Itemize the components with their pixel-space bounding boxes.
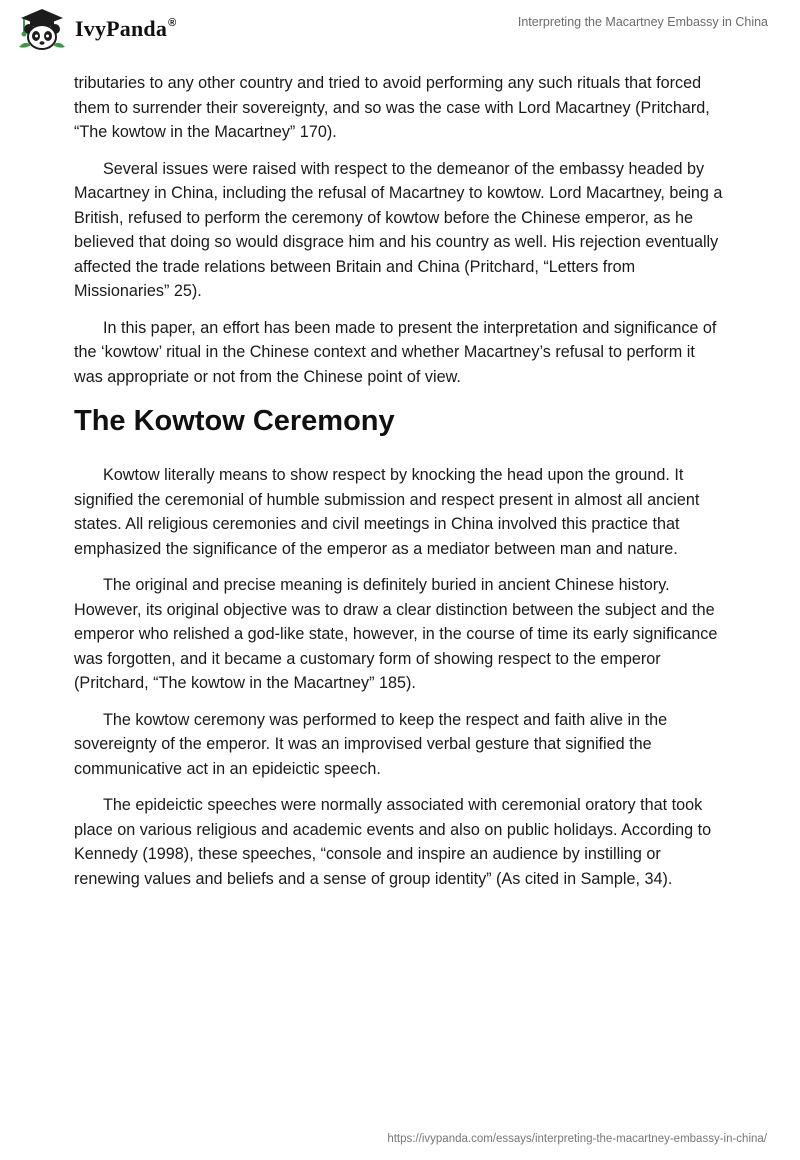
panda-graduation-cap-icon — [15, 7, 69, 51]
paragraph: The epideictic speeches were normally associated with ceremonial oratory that took place on various religious and academic events and also on public holidays. According to Kennedy (1998), these speeches, “console and inspire an audience by instilling or renewing values and beliefs and a sense of group identity” (As cited in Sample, 34). — [74, 796, 712, 888]
paragraph: tributaries to any other country and tried to avoid performing any such rituals that forced them to surrender their sovereignty, and so was the case with Lord Macartney (Pritchard, “The kowtow in the Macartney” 170). — [74, 74, 710, 141]
page-header — [0, 0, 800, 70]
section-heading: The Kowtow Ceremony — [74, 405, 395, 437]
paragraph: Several issues were raised with respect to the demeanor of the embassy headed by Macartney in China, including the refusal of Macartney to kowtow. Lord Macartney, being a British, refused to perform the ceremony of kowtow before the Chinese emperor, as he believed that doing so would disgrace him and his country as well. His rejection eventually affected the trade relations between Britain and China (Pritchard, “Letters from Missionaries” 25). — [74, 159, 723, 300]
paragraph: Kowtow literally means to show respect by knocking the head upon the ground. It signified the ceremonial of humble submission and respect present in almost all ancient states. All religious ceremonies and civil meetings in China involved this practice that emphasized the significance of the emperor as a mediator between man and nature. — [74, 466, 700, 558]
source-url-link[interactable]: https://ivypanda.com/essays/interpreting-the-macartney-embassy-in-china/ — [387, 1133, 767, 1145]
brand-name: IvyPanda® — [75, 16, 177, 41]
document-title: Interpreting the Macartney Embassy in China — [517, 15, 768, 29]
ivypanda-logo[interactable] — [15, 7, 176, 51]
paragraph: The original and precise meaning is definitely buried in ancient Chinese history. However, its original objective was to draw a clear distinction between the subject and the emperor who relished a god-like state, however, in the course of time its early significance was forgotten, and it became a customary form of showing respect to the emperor (Pritchard, “The kowtow in the Macartney” 185). — [74, 576, 718, 692]
essay-content — [74, 71, 728, 903]
paragraph: In this paper, an effort has been made to present the interpretation and significance of the ‘kowtow’ ritual in the Chinese context and whether Macartney’s refusal to perform it was appropriate or not from the Chinese point of view. — [74, 318, 717, 386]
paragraph: The kowtow ceremony was performed to keep the respect and faith alive in the sovereignty of the emperor. It was an improvised verbal gesture that signified the communicative act in an epideictic speech. — [74, 710, 668, 778]
registered-mark: ® — [168, 17, 177, 29]
